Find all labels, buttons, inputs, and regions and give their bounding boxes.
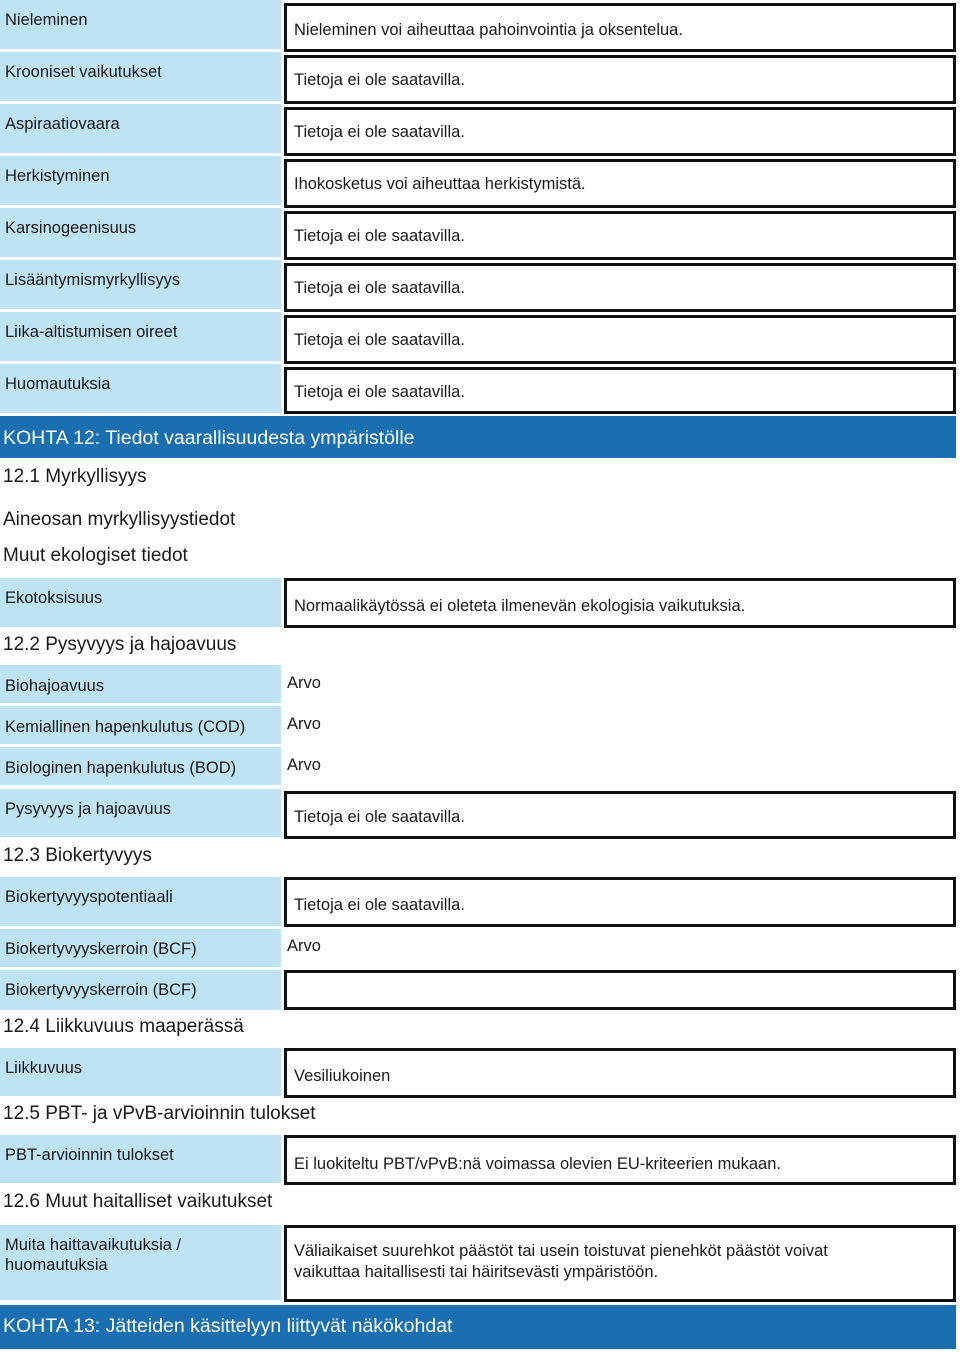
row-label-other-effects-line1: Muita haittavaikutuksia / <box>5 1236 182 1254</box>
row-value-ingestion: Nieleminen voi aiheuttaa pahoinvointia ja oksentelua. <box>284 3 956 52</box>
row-label-pbt: PBT-arvioinnin tulokset <box>0 1135 281 1183</box>
row-label-bcf-2: Biokertyvyyskerroin (BCF) <box>0 970 281 1010</box>
row-label-ecotoxicity: Ekotoksisuus <box>0 578 281 627</box>
row-label-notes: Huomautuksia <box>0 364 281 413</box>
row-value-aspiration: Tietoja ei ole saatavilla. <box>284 107 956 156</box>
subheading-other-ecological: Muut ekologiset tiedot <box>3 545 188 566</box>
heading-12-4: 12.4 Liikkuvuus maaperässä <box>3 1016 244 1037</box>
row-value-biodegradability: Arvo <box>287 674 321 692</box>
section-13-banner: KOHTA 13: Jätteiden käsittelyyn liittyvät näkökohdat <box>0 1305 956 1349</box>
row-label-bioaccumulation: Biokertyvyyspotentiaali <box>0 877 281 926</box>
row-label-bod: Biologinen hapenkulutus (BOD) <box>0 747 281 785</box>
row-label-other-effects-line2: huomautuksia <box>5 1256 108 1274</box>
row-value-notes: Tietoja ei ole saatavilla. <box>284 367 956 414</box>
heading-12-3: 12.3 Biokertyvyys <box>3 845 152 866</box>
heading-12-1: 12.1 Myrkyllisyys <box>3 466 147 487</box>
row-label-ingestion: Nieleminen <box>0 0 281 49</box>
row-value-bod: Arvo <box>287 756 321 774</box>
row-value-carcinogenicity: Tietoja ei ole saatavilla. <box>284 211 956 260</box>
row-value-other-effects-line2: vaikuttaa haitallisesti tai häiritsevästi ympäristöön. <box>294 1263 659 1281</box>
row-value-reproductive: Tietoja ei ole saatavilla. <box>284 263 956 312</box>
row-label-carcinogenicity: Karsinogeenisuus <box>0 208 281 257</box>
row-value-other-effects-line1: Väliaikaiset suurehkot päästöt tai usein toistuvat pienehköt päästöt voivat <box>294 1242 828 1260</box>
row-label-biodegradability: Biohajoavuus <box>0 665 281 703</box>
row-label-overexposure: Liika-altistumisen oireet <box>0 312 281 361</box>
row-label-reproductive: Lisääntymismyrkyllisyys <box>0 260 281 309</box>
row-label-sensitisation: Herkistyminen <box>0 156 281 205</box>
heading-12-5: 12.5 PBT- ja vPvB-arvioinnin tulokset <box>3 1103 316 1124</box>
row-value-overexposure: Tietoja ei ole saatavilla. <box>284 315 956 364</box>
row-label-chronic: Krooniset vaikutukset <box>0 52 281 101</box>
row-value-pbt: Ei luokiteltu PBT/vPvB:nä voimassa olevien EU-kriteerien mukaan. <box>284 1135 956 1185</box>
row-value-mobility: Vesiliukoinen <box>284 1048 956 1098</box>
subheading-component-toxicity: Aineosan myrkyllisyystiedot <box>3 509 236 530</box>
row-value-persistence: Tietoja ei ole saatavilla. <box>284 791 956 839</box>
row-value-bioaccumulation: Tietoja ei ole saatavilla. <box>284 877 956 927</box>
row-value-cod: Arvo <box>287 715 321 733</box>
row-label-other-effects <box>0 1225 281 1300</box>
row-value-bcf-1: Arvo <box>287 937 321 955</box>
section-12-banner: KOHTA 12: Tiedot vaarallisuudesta ympäristölle <box>0 416 956 458</box>
row-label-aspiration: Aspiraatiovaara <box>0 104 281 153</box>
row-value-chronic: Tietoja ei ole saatavilla. <box>284 55 956 104</box>
row-label-cod: Kemiallinen hapenkulutus (COD) <box>0 706 281 744</box>
row-value-bcf-2 <box>284 970 956 1010</box>
heading-12-6: 12.6 Muut haitalliset vaikutukset <box>3 1191 273 1212</box>
row-label-bcf-1: Biokertyvyyskerroin (BCF) <box>0 929 281 967</box>
row-value-sensitisation: Ihokosketus voi aiheuttaa herkistymistä. <box>284 159 956 208</box>
heading-12-2: 12.2 Pysyvyys ja hajoavuus <box>3 634 237 655</box>
row-label-persistence: Pysyvyys ja hajoavuus <box>0 789 281 837</box>
row-value-ecotoxicity: Normaalikäytössä ei oleteta ilmenevän ekologisia vaikutuksia. <box>284 578 956 628</box>
row-value-other-effects <box>284 1225 956 1302</box>
row-label-mobility: Liikkuvuus <box>0 1048 281 1096</box>
